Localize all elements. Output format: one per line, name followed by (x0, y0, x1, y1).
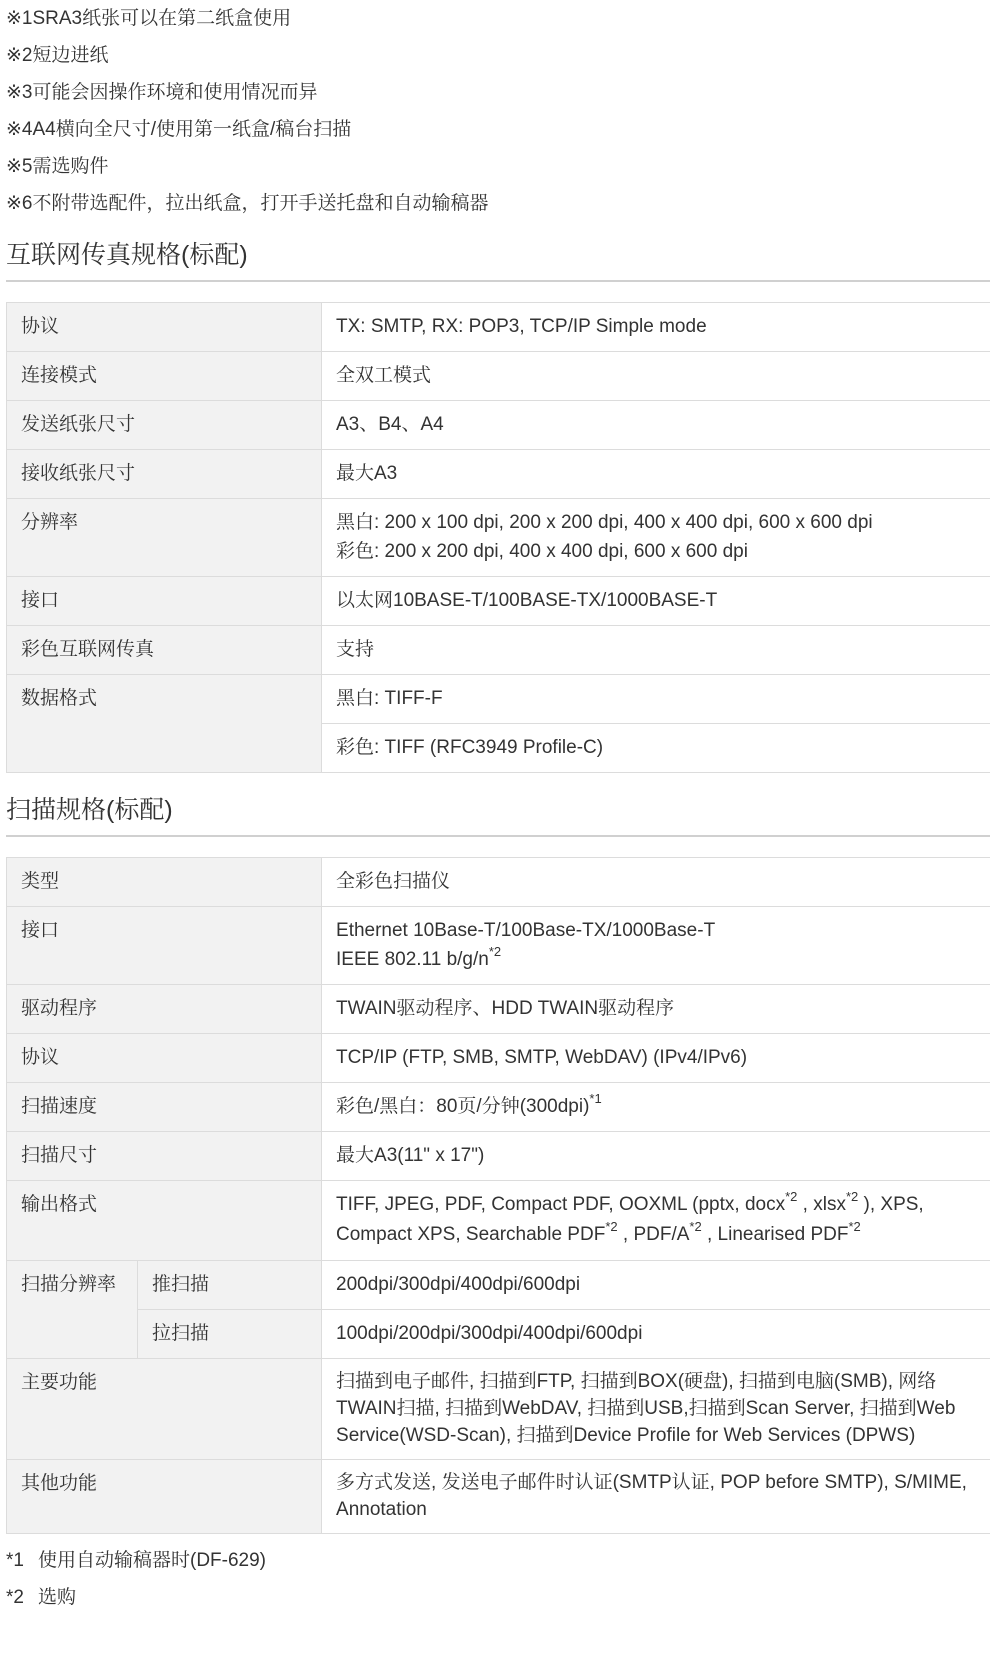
row-value: A3、B4、A4 (322, 401, 990, 450)
row-value: 全双工模式 (322, 352, 990, 401)
row-label: 协议 (7, 1034, 322, 1083)
section-title-ifax: 互联网传真规格(标配) (6, 230, 990, 282)
table-row (7, 401, 990, 450)
row-value: 200dpi/300dpi/400dpi/600dpi (322, 1261, 990, 1310)
footnote-ref: *2 (848, 1218, 861, 1234)
note-item: ※1SRA3纸张可以在第二纸盒使用 (6, 8, 292, 29)
note-item: ※2短边进纸 (6, 45, 109, 66)
row-label: 分辨率 (7, 499, 322, 577)
table-row (7, 303, 990, 352)
scan-spec-table (6, 857, 990, 1534)
row-label: 驱动程序 (7, 985, 322, 1034)
table-row (7, 1034, 990, 1083)
footnote-mark: *2 (6, 1587, 24, 1608)
row-value: 以太网10BASE-T/100BASE-TX/1000BASE-T (322, 577, 990, 626)
table-row (7, 1132, 990, 1181)
table-row (7, 1181, 990, 1261)
row-value: 支持 (322, 626, 990, 675)
row-label: 类型 (7, 858, 322, 907)
row-label: 扫描分辨率 (7, 1261, 138, 1359)
row-sublabel: 推扫描 (138, 1261, 322, 1310)
table-row (7, 1261, 990, 1310)
row-label: 主要功能 (7, 1359, 322, 1460)
table-row (7, 450, 990, 499)
row-value (322, 1083, 990, 1132)
row-label: 扫描尺寸 (7, 1132, 322, 1181)
row-label: 连接模式 (7, 352, 322, 401)
note-item: ※5需选购件 (6, 156, 109, 177)
footnote-mark: *1 (6, 1550, 24, 1571)
value-line: Ethernet 10Base-T/100Base-TX/1000Base-T (336, 920, 716, 941)
row-label: 彩色互联网传真 (7, 626, 322, 675)
row-value: 100dpi/200dpi/300dpi/400dpi/600dpi (322, 1310, 990, 1359)
table-row (7, 1460, 990, 1534)
table-row (7, 907, 990, 985)
note-item: ※6不附带选配件，拉出纸盒，打开手送托盘和自动输稿器 (6, 193, 489, 214)
row-value: TCP/IP (FTP, SMB, SMTP, WebDAV) (IPv4/IPv6) (322, 1034, 990, 1083)
row-value: TWAIN驱动程序、HDD TWAIN驱动程序 (322, 985, 990, 1034)
table-row (7, 858, 990, 907)
row-value: 多方式发送, 发送电子邮件时认证(SMTP认证, POP before SMTP), S/MIME, Annotation (322, 1460, 990, 1534)
row-value (322, 907, 990, 985)
row-value (322, 1181, 990, 1261)
note-item: ※4A4横向全尺寸/使用第一纸盒/稿台扫描 (6, 119, 352, 140)
footnotes-list (6, 1542, 990, 1616)
value-text: TIFF, JPEG, PDF, Compact PDF, OOXML (pptx, docx (336, 1194, 786, 1215)
row-label: 扫描速度 (7, 1083, 322, 1132)
table-row (7, 499, 990, 577)
value-text: , PDF/A (617, 1224, 690, 1245)
note-item: ※3可能会因操作环境和使用情况而异 (6, 82, 318, 103)
notes-list (6, 0, 990, 222)
value-line: 黑白: 200 x 100 dpi, 200 x 200 dpi, 400 x 400 dpi, 600 x 600 dpi (336, 512, 873, 533)
row-sublabel: 拉扫描 (138, 1310, 322, 1359)
row-label: 接收纸张尺寸 (7, 450, 322, 499)
footnote-text: 选购 (38, 1587, 77, 1608)
value-line: 彩色: 200 x 200 dpi, 400 x 400 dpi, 600 x 600 dpi (336, 541, 748, 562)
value-text: , Linearised PDF (701, 1224, 849, 1245)
row-label: 发送纸张尺寸 (7, 401, 322, 450)
value-text: , xlsx (797, 1194, 846, 1215)
table-row (7, 985, 990, 1034)
footnote-item (6, 1579, 990, 1616)
row-value: 黑白: TIFF-F (322, 675, 990, 724)
value-text: 彩色/黑白：80页/分钟(300dpi) (336, 1096, 590, 1117)
row-value: 最大A3(11" x 17") (322, 1132, 990, 1181)
footnote-item (6, 1542, 990, 1579)
value-text: ), XPS, Compact XPS, Searchable PDF (336, 1194, 924, 1245)
footnote-text: 使用自动输稿器时(DF-629) (38, 1550, 267, 1571)
section-title-scan: 扫描规格(标配) (6, 785, 990, 837)
row-value (322, 499, 990, 577)
footnote-ref: *2 (605, 1218, 618, 1234)
footnote-ref: *1 (589, 1090, 602, 1106)
footnote-ref: *2 (689, 1218, 702, 1234)
table-row (7, 352, 990, 401)
row-value: 最大A3 (322, 450, 990, 499)
row-label: 接口 (7, 577, 322, 626)
value-text: IEEE 802.11 b/g/n (336, 949, 489, 970)
row-label: 接口 (7, 907, 322, 985)
row-label: 其他功能 (7, 1460, 322, 1534)
footnote-ref: *2 (845, 1188, 859, 1204)
footnote-ref: *2 (488, 943, 502, 959)
row-label: 数据格式 (7, 675, 322, 773)
row-value: 彩色: TIFF (RFC3949 Profile-C) (322, 724, 990, 773)
row-label: 协议 (7, 303, 322, 352)
footnote-ref: *2 (785, 1188, 798, 1204)
row-value: TX: SMTP, RX: POP3, TCP/IP Simple mode (322, 303, 990, 352)
table-row (7, 1310, 990, 1359)
row-label: 输出格式 (7, 1181, 322, 1261)
row-value: 扫描到电子邮件, 扫描到FTP, 扫描到BOX(硬盘), 扫描到电脑(SMB), 网络TWAIN扫描, 扫描到WebDAV, 扫描到USB,扫描到Scan Server, 扫描到Web Service(WSD-Scan), 扫描到Device Profile for Web Services (DPWS) (322, 1359, 990, 1460)
table-row (7, 1359, 990, 1460)
table-row (7, 675, 990, 724)
value-line (336, 945, 978, 974)
ifax-spec-table (6, 302, 990, 773)
table-row (7, 577, 990, 626)
row-value: 全彩色扫描仪 (322, 858, 990, 907)
table-row (7, 1083, 990, 1132)
table-row (7, 626, 990, 675)
